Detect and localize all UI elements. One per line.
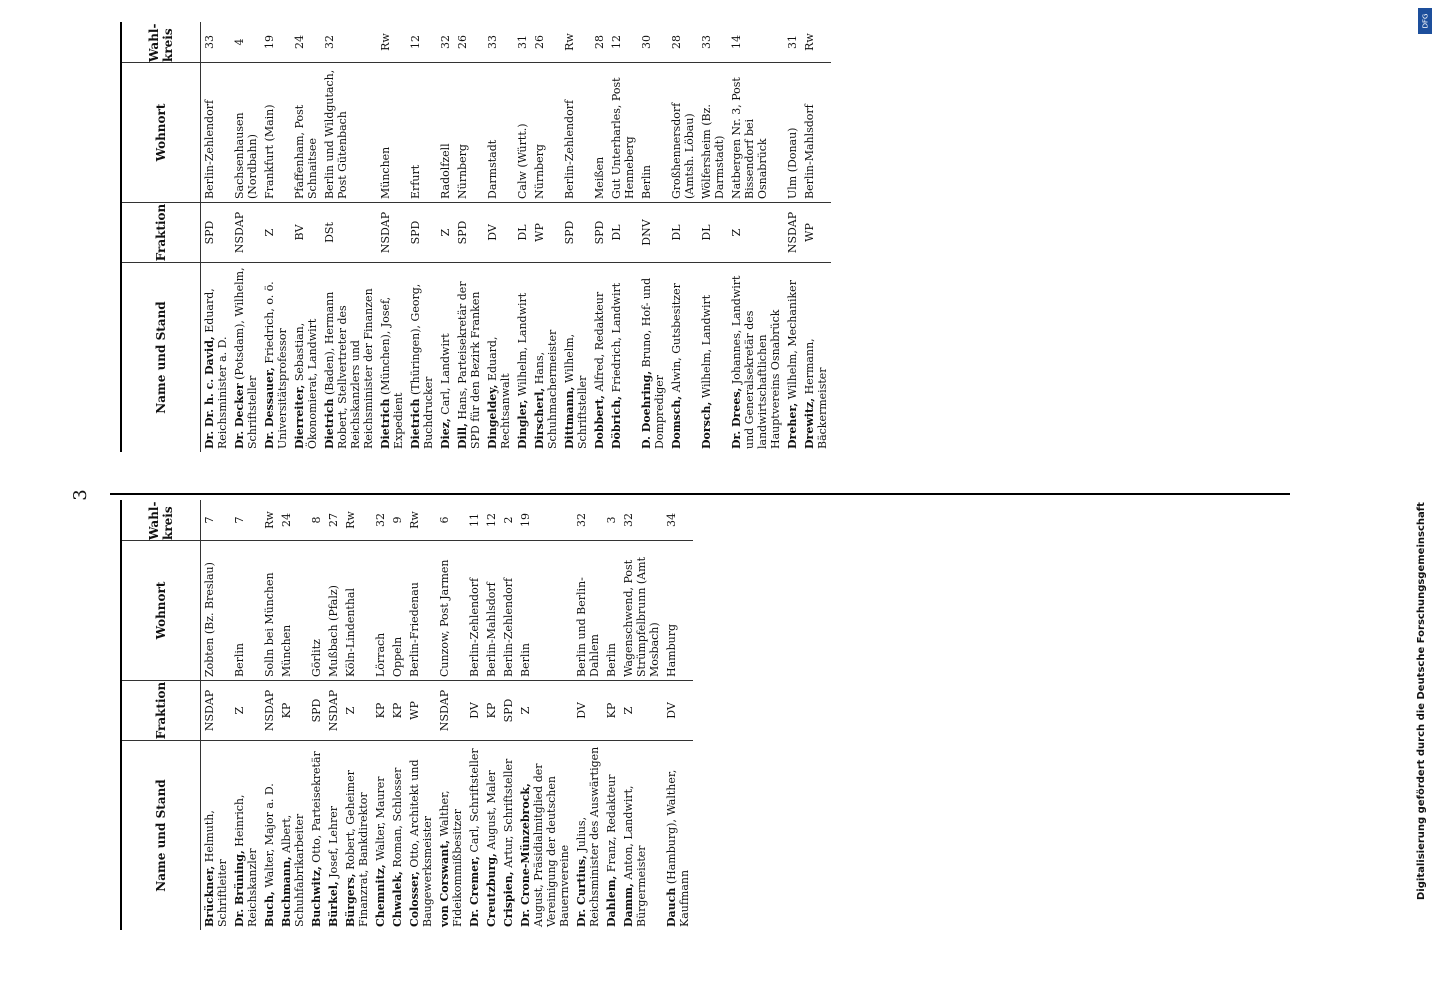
table-row bbox=[372, 500, 389, 930]
member-fraction: Z bbox=[437, 202, 454, 262]
member-district: 28 bbox=[670, 35, 683, 49]
member-occupation: Albert, Schuhfabrikarbeiter bbox=[280, 813, 306, 927]
table-row bbox=[531, 22, 561, 452]
table-row bbox=[201, 22, 231, 452]
right-members-table bbox=[120, 22, 831, 452]
table-row bbox=[514, 22, 531, 452]
member-residence: Nürnberg bbox=[531, 62, 561, 202]
member-name: Dingler, bbox=[516, 399, 529, 449]
member-residence: Oppeln bbox=[389, 540, 406, 680]
table-row bbox=[321, 22, 377, 452]
member-occupation: Friedrich, o. ö. Universitätsprofessor bbox=[263, 281, 289, 449]
member-name-cell bbox=[377, 262, 407, 452]
member-occupation: Walter, Major a. D. bbox=[263, 783, 276, 892]
member-fraction: KP bbox=[372, 680, 389, 740]
member-fraction: NSDAP bbox=[784, 202, 801, 262]
header-fraction: Fraktion bbox=[122, 202, 200, 262]
member-occupation: (Baden), Hermann Robert, Stellvertreter des Reichskanzlers und Reichsminister der Finanzen bbox=[323, 288, 375, 449]
member-occupation: (Thüringen), Georg, Buchdrucker bbox=[409, 283, 435, 449]
member-district: 33 bbox=[486, 35, 499, 49]
member-district: 7 bbox=[233, 516, 246, 524]
member-fraction: DV bbox=[466, 680, 483, 740]
member-district: Rw bbox=[344, 511, 357, 529]
member-fraction: DL bbox=[608, 202, 638, 262]
member-district: 26 bbox=[456, 35, 469, 49]
member-residence: Wölfersheim (Bz. Darmstadt) bbox=[698, 62, 728, 202]
member-name-cell bbox=[342, 740, 372, 930]
member-name-cell bbox=[591, 262, 608, 452]
member-occupation: (Potsdam), Wilhelm, Schriftsteller bbox=[233, 267, 259, 449]
member-residence: Berlin-Zehlendorf bbox=[500, 540, 517, 680]
table-row bbox=[377, 22, 407, 452]
member-name: Dahlem, bbox=[605, 875, 618, 927]
member-fraction: Z bbox=[342, 680, 372, 740]
member-name-cell bbox=[728, 262, 784, 452]
member-name-cell bbox=[372, 740, 389, 930]
member-name: Creutzburg, bbox=[485, 853, 498, 927]
member-name-cell bbox=[801, 262, 831, 452]
member-district: Rw bbox=[379, 33, 392, 51]
member-fraction: Z bbox=[620, 680, 663, 740]
member-name-cell bbox=[231, 262, 261, 452]
member-name: Dr. Dr. h. c. David, bbox=[203, 336, 216, 449]
table-row bbox=[500, 500, 517, 930]
table-row bbox=[638, 22, 668, 452]
member-name-cell bbox=[514, 262, 531, 452]
member-fraction: KP bbox=[389, 680, 406, 740]
member-fraction: DL bbox=[514, 202, 531, 262]
member-name: von Corswant, bbox=[438, 839, 451, 927]
header-name: Name und Stand bbox=[122, 740, 200, 930]
member-name: Dr. Curtius, bbox=[575, 855, 588, 927]
member-occupation: (Hamburg), Walther, Kaufmann bbox=[665, 769, 691, 927]
table-row bbox=[801, 22, 831, 452]
member-fraction: KP bbox=[603, 680, 620, 740]
member-name: Dauch bbox=[665, 887, 678, 927]
table-row bbox=[784, 22, 801, 452]
member-district: 6 bbox=[438, 516, 451, 524]
member-fraction: SPD bbox=[201, 202, 231, 262]
member-residence: Lörrach bbox=[372, 540, 389, 680]
member-residence: Erfurt bbox=[407, 62, 437, 202]
header-name: Name und Stand bbox=[122, 262, 200, 452]
member-occupation: Walter, Maurer bbox=[374, 776, 387, 865]
member-name: Dr. Drees, bbox=[730, 387, 743, 449]
member-district: 32 bbox=[439, 35, 452, 49]
member-residence: Köln-Lindenthal bbox=[342, 540, 372, 680]
member-residence: Hamburg bbox=[663, 540, 693, 680]
member-name: Dr. Cremer, bbox=[468, 856, 481, 927]
member-district: 32 bbox=[622, 513, 635, 527]
member-residence: München bbox=[377, 62, 407, 202]
member-fraction: SPD bbox=[591, 202, 608, 262]
table-row bbox=[261, 500, 278, 930]
member-name: Domsch, bbox=[670, 395, 683, 449]
member-residence: Sachsenhausen (Nordbahn) bbox=[231, 62, 261, 202]
member-residence: Berlin-Zehlendorf bbox=[466, 540, 483, 680]
member-residence: Berlin und Berlin-Dahlem bbox=[573, 540, 603, 680]
header-district: Wahl- kreis bbox=[147, 501, 175, 540]
member-residence: Darmstadt bbox=[484, 62, 514, 202]
table-row bbox=[517, 500, 573, 930]
member-name-cell bbox=[561, 262, 591, 452]
member-district: 12 bbox=[610, 35, 623, 49]
table-row bbox=[407, 22, 437, 452]
member-name-cell bbox=[406, 740, 436, 930]
member-district: 9 bbox=[391, 516, 404, 524]
member-name: Damm, bbox=[622, 883, 635, 927]
member-fraction: DNV bbox=[638, 202, 668, 262]
member-occupation: Carl, Schriftsteller bbox=[468, 748, 481, 856]
left-table-header bbox=[122, 500, 201, 930]
member-fraction: Z bbox=[231, 680, 261, 740]
member-fraction: WP bbox=[406, 680, 436, 740]
table-row bbox=[484, 22, 514, 452]
table-row bbox=[483, 500, 500, 930]
table-row bbox=[561, 22, 591, 452]
member-residence: Meißen bbox=[591, 62, 608, 202]
member-occupation: Alwin, Gutsbesitzer bbox=[670, 283, 683, 396]
member-fraction: NSDAP bbox=[261, 680, 278, 740]
member-district: 12 bbox=[409, 35, 422, 49]
member-name-cell bbox=[620, 740, 663, 930]
member-name: Dreher, bbox=[786, 402, 799, 449]
member-name: Buchmann, bbox=[280, 856, 293, 927]
member-name-cell bbox=[201, 262, 231, 452]
member-residence: München bbox=[278, 540, 308, 680]
member-name-cell bbox=[437, 262, 454, 452]
member-fraction: SPD bbox=[407, 202, 437, 262]
member-name-cell bbox=[308, 740, 325, 930]
member-fraction: WP bbox=[531, 202, 561, 262]
member-fraction: Z bbox=[728, 202, 784, 262]
member-fraction: SPD bbox=[308, 680, 325, 740]
member-occupation: Hermann, Bäckermeister bbox=[803, 338, 829, 449]
member-name: Colosser, bbox=[408, 871, 421, 927]
member-district: 26 bbox=[533, 35, 546, 49]
header-district: Wahl- kreis bbox=[147, 23, 175, 62]
member-name-cell bbox=[663, 740, 693, 930]
member-district: 2 bbox=[502, 516, 515, 524]
member-occupation: Wilhelm, Landwirt bbox=[700, 294, 713, 402]
table-row bbox=[291, 22, 321, 452]
member-fraction: BV bbox=[291, 202, 321, 262]
member-district: 31 bbox=[516, 35, 529, 49]
member-name: Dr. Decker bbox=[233, 383, 246, 449]
member-district: 32 bbox=[374, 513, 387, 527]
member-residence: Pfaffenham, Post Schnaitsee bbox=[291, 62, 321, 202]
member-district: 4 bbox=[233, 38, 246, 46]
member-occupation: Otto, Architekt und Baugewerksmeister bbox=[408, 759, 434, 927]
member-name-cell bbox=[500, 740, 517, 930]
member-residence: Berlin-Zehlendorf bbox=[561, 62, 591, 202]
member-name: Bürgers, bbox=[344, 873, 357, 927]
member-name-cell bbox=[466, 740, 483, 930]
member-district: Rw bbox=[803, 33, 816, 51]
member-name: Dr. Dessauer, bbox=[263, 367, 276, 449]
member-district: 7 bbox=[203, 516, 216, 524]
member-name-cell bbox=[483, 740, 500, 930]
member-residence: Solln bei München bbox=[261, 540, 278, 680]
right-table-header bbox=[122, 22, 201, 452]
table-row bbox=[325, 500, 342, 930]
page-number: 3 bbox=[70, 489, 91, 501]
member-residence: Berlin bbox=[638, 62, 668, 202]
member-fraction: DV bbox=[573, 680, 603, 740]
member-name-cell bbox=[484, 262, 514, 452]
member-fraction: SPD bbox=[561, 202, 591, 262]
member-residence: Mußbach (Pfalz) bbox=[325, 540, 342, 680]
member-occupation: Otto, Parteisekretär bbox=[310, 751, 323, 867]
member-occupation: Johannes, Landwirt und Generalsekretär des landwirtschaftlichen Hauptvereins Osnabrück bbox=[730, 275, 782, 449]
member-name: Bürkel, bbox=[327, 881, 340, 927]
table-row bbox=[406, 500, 436, 930]
member-name: Dietrich bbox=[409, 398, 422, 449]
member-name: Chwalek, bbox=[391, 871, 404, 927]
member-district: 27 bbox=[327, 513, 340, 527]
member-name-cell bbox=[454, 262, 484, 452]
member-name-cell bbox=[531, 262, 561, 452]
member-fraction: SPD bbox=[500, 680, 517, 740]
member-occupation: Helmuth, Schriftleiter bbox=[203, 810, 229, 927]
member-fraction: DV bbox=[663, 680, 693, 740]
member-residence: Wagenschwend, Post Strümpfelbrunn (Amt Mosbach) bbox=[620, 540, 663, 680]
member-occupation: Hans, Parteisekretär der SPD für den Bezirk Franken bbox=[456, 281, 482, 449]
member-residence: Berlin-Mahlsdorf bbox=[801, 62, 831, 202]
member-occupation: Josef, Lehrer bbox=[327, 806, 340, 882]
member-district: 34 bbox=[665, 513, 678, 527]
table-row bbox=[608, 22, 638, 452]
member-residence: Zobten (Bz. Breslau) bbox=[201, 540, 231, 680]
member-residence: Frankfurt (Main) bbox=[261, 62, 291, 202]
member-residence: Gut Unterharles, Post Henneberg bbox=[608, 62, 638, 202]
member-name-cell bbox=[668, 262, 698, 452]
member-name-cell bbox=[603, 740, 620, 930]
member-district: Rw bbox=[408, 511, 421, 529]
table-row bbox=[231, 500, 261, 930]
member-residence: Berlin bbox=[517, 540, 573, 680]
member-name: Dingeldey, bbox=[486, 384, 499, 449]
table-row bbox=[698, 22, 728, 452]
member-name: Dirscherl, bbox=[533, 387, 546, 449]
member-district: 33 bbox=[700, 35, 713, 49]
member-occupation: Alfred, Redakteur bbox=[593, 291, 606, 396]
member-name: Dorsch, bbox=[700, 401, 713, 449]
member-occupation: Roman, Schlosser bbox=[391, 767, 404, 872]
header-residence: Wohnort bbox=[122, 540, 200, 680]
member-fraction: NSDAP bbox=[231, 202, 261, 262]
member-name: Dobbert, bbox=[593, 395, 606, 449]
member-name-cell bbox=[517, 740, 573, 930]
member-occupation: August, Präsidialmitglied der Vereinigung der deutschen Bauernvereine bbox=[532, 763, 571, 927]
member-district: 24 bbox=[293, 35, 306, 49]
center-rule bbox=[110, 493, 1290, 495]
member-name-cell bbox=[321, 262, 377, 452]
member-name-cell bbox=[784, 262, 801, 452]
member-occupation: Anton, Landwirt, Bürgermeister bbox=[622, 785, 648, 927]
member-name: Dill, bbox=[456, 423, 469, 449]
member-district: 11 bbox=[468, 513, 481, 527]
member-occupation: Sebastian, Ökonomierat, Landwirt bbox=[293, 318, 319, 449]
member-fraction: KP bbox=[278, 680, 308, 740]
member-fraction: DL bbox=[668, 202, 698, 262]
table-row bbox=[437, 22, 454, 452]
member-name-cell bbox=[573, 740, 603, 930]
member-name: Drewitz, bbox=[803, 397, 816, 449]
table-row bbox=[591, 22, 608, 452]
header-residence: Wohnort bbox=[122, 62, 200, 202]
member-name: Chemnitz, bbox=[374, 864, 387, 927]
member-district: 3 bbox=[605, 516, 618, 524]
member-district: 14 bbox=[730, 35, 743, 49]
table-row bbox=[436, 500, 466, 930]
member-occupation: Eduard, Reichsminister a. D. bbox=[203, 288, 229, 449]
table-row bbox=[231, 22, 261, 452]
table-row bbox=[454, 22, 484, 452]
member-name-cell bbox=[278, 740, 308, 930]
member-residence: Großhennersdorf (Amtsh. Löbau) bbox=[668, 62, 698, 202]
table-row bbox=[261, 22, 291, 452]
member-name: Dr. Brüning, bbox=[233, 850, 246, 927]
member-residence: Radolfzell bbox=[437, 62, 454, 202]
member-occupation: Wilhelm, Landwirt bbox=[516, 292, 529, 400]
member-name: Dietrich bbox=[323, 398, 336, 449]
member-occupation: Friedrich, Landwirt bbox=[610, 282, 623, 396]
member-residence: Berlin bbox=[603, 540, 620, 680]
member-occupation: Carl, Landwirt bbox=[439, 333, 452, 419]
member-residence: Berlin bbox=[231, 540, 261, 680]
member-occupation: (München), Josef, Expedient bbox=[379, 296, 405, 449]
table-row bbox=[728, 22, 784, 452]
member-name: Brückner, bbox=[203, 865, 216, 927]
member-occupation: Julius, Reichsminister des Auswärtigen bbox=[575, 746, 601, 927]
member-occupation: Wilhelm, Mechaniker bbox=[786, 280, 799, 403]
member-fraction: DL bbox=[698, 202, 728, 262]
table-row bbox=[663, 500, 693, 930]
member-fraction: DSt bbox=[321, 202, 377, 262]
member-name: Crispien, bbox=[502, 871, 515, 927]
member-name: D. Doehring, bbox=[640, 370, 653, 449]
member-residence: Nürnberg bbox=[454, 62, 484, 202]
member-name-cell bbox=[407, 262, 437, 452]
member-district: 30 bbox=[640, 35, 653, 49]
member-name-cell bbox=[389, 740, 406, 930]
table-row bbox=[342, 500, 372, 930]
member-district: 12 bbox=[485, 513, 498, 527]
table-row bbox=[278, 500, 308, 930]
member-residence: Ulm (Donau) bbox=[784, 62, 801, 202]
left-members-table bbox=[120, 500, 693, 930]
left-table-body bbox=[201, 500, 693, 930]
member-occupation: Franz, Redakteur bbox=[605, 774, 618, 876]
table-row bbox=[603, 500, 620, 930]
member-name: Diez, bbox=[439, 418, 452, 449]
right-table-body bbox=[201, 22, 831, 452]
member-name-cell bbox=[261, 262, 291, 452]
member-name-cell bbox=[698, 262, 728, 452]
member-residence: Cunzow, Post Jarmen bbox=[436, 540, 466, 680]
member-occupation: Walther, Fideikommißbesitzer bbox=[438, 790, 464, 927]
member-occupation: Hans, Schuhmachermeister bbox=[533, 329, 559, 449]
member-residence: Berlin-Mahlsdorf bbox=[483, 540, 500, 680]
member-district: 24 bbox=[280, 513, 293, 527]
member-name: Dr. Crone-Münzebrock, bbox=[519, 783, 532, 927]
member-residence: Calw (Württ.) bbox=[514, 62, 531, 202]
member-district: 28 bbox=[593, 35, 606, 49]
member-district: 33 bbox=[203, 35, 216, 49]
member-residence: Görlitz bbox=[308, 540, 325, 680]
member-district: Rw bbox=[263, 511, 276, 529]
table-row bbox=[201, 500, 231, 930]
member-residence: Berlin und Wildgutach, Post Gütenbach bbox=[321, 62, 377, 202]
member-name: Buchwitz, bbox=[310, 866, 323, 927]
member-name-cell bbox=[231, 740, 261, 930]
header-fraction: Fraktion bbox=[122, 680, 200, 740]
member-fraction: NSDAP bbox=[325, 680, 342, 740]
table-row bbox=[308, 500, 325, 930]
member-name-cell bbox=[638, 262, 668, 452]
member-name-cell bbox=[436, 740, 466, 930]
member-district: 31 bbox=[786, 35, 799, 49]
member-occupation: Heinrich, Reichskanzler bbox=[233, 794, 259, 927]
member-fraction: Z bbox=[517, 680, 573, 740]
member-occupation: Wilhelm, Schriftsteller bbox=[563, 333, 589, 449]
member-name-cell bbox=[261, 740, 278, 930]
member-name: Döbrich, bbox=[610, 395, 623, 449]
table-row bbox=[389, 500, 406, 930]
member-fraction: NSDAP bbox=[436, 680, 466, 740]
table-row bbox=[668, 22, 698, 452]
member-occupation: Bruno, Hof- und Domprediger bbox=[640, 277, 666, 449]
member-name: Dierreiter, bbox=[293, 384, 306, 449]
member-district: 19 bbox=[519, 513, 532, 527]
member-fraction: WP bbox=[801, 202, 831, 262]
digitization-credit: Digitalisierung gefördert durch die Deutsche Forschungsgemeinschaft bbox=[1416, 502, 1427, 900]
table-row bbox=[620, 500, 663, 930]
member-district: 8 bbox=[310, 516, 323, 524]
member-district: 32 bbox=[323, 35, 336, 49]
member-residence: Natbergen Nr. 3, Post Bissendorf bei Osnabrück bbox=[728, 62, 784, 202]
member-residence: Berlin-Zehlendorf bbox=[201, 62, 231, 202]
member-name: Dittmann, bbox=[563, 386, 576, 449]
member-fraction: SPD bbox=[454, 202, 484, 262]
member-fraction: KP bbox=[483, 680, 500, 740]
member-fraction: NSDAP bbox=[377, 202, 407, 262]
member-fraction: NSDAP bbox=[201, 680, 231, 740]
member-occupation: Artur, Schriftsteller bbox=[502, 758, 515, 872]
member-district: 19 bbox=[263, 35, 276, 49]
member-name-cell bbox=[201, 740, 231, 930]
member-name: Dietrich bbox=[379, 398, 392, 449]
member-occupation: August, Maler bbox=[485, 770, 498, 854]
member-name-cell bbox=[291, 262, 321, 452]
member-residence: Berlin-Friedenau bbox=[406, 540, 436, 680]
table-row bbox=[466, 500, 483, 930]
member-district: 32 bbox=[575, 513, 588, 527]
member-name-cell bbox=[325, 740, 342, 930]
member-fraction: Z bbox=[261, 202, 291, 262]
member-fraction: DV bbox=[484, 202, 514, 262]
member-occupation: Eduard, Rechtsanwalt bbox=[486, 336, 512, 449]
member-occupation: Robert, Geheimer Finanzrat, Bankdirektor bbox=[344, 770, 370, 927]
dfg-logo: DFG bbox=[1418, 8, 1432, 34]
member-name-cell bbox=[608, 262, 638, 452]
table-row bbox=[573, 500, 603, 930]
member-district: Rw bbox=[563, 33, 576, 51]
member-name: Buch, bbox=[263, 891, 276, 927]
